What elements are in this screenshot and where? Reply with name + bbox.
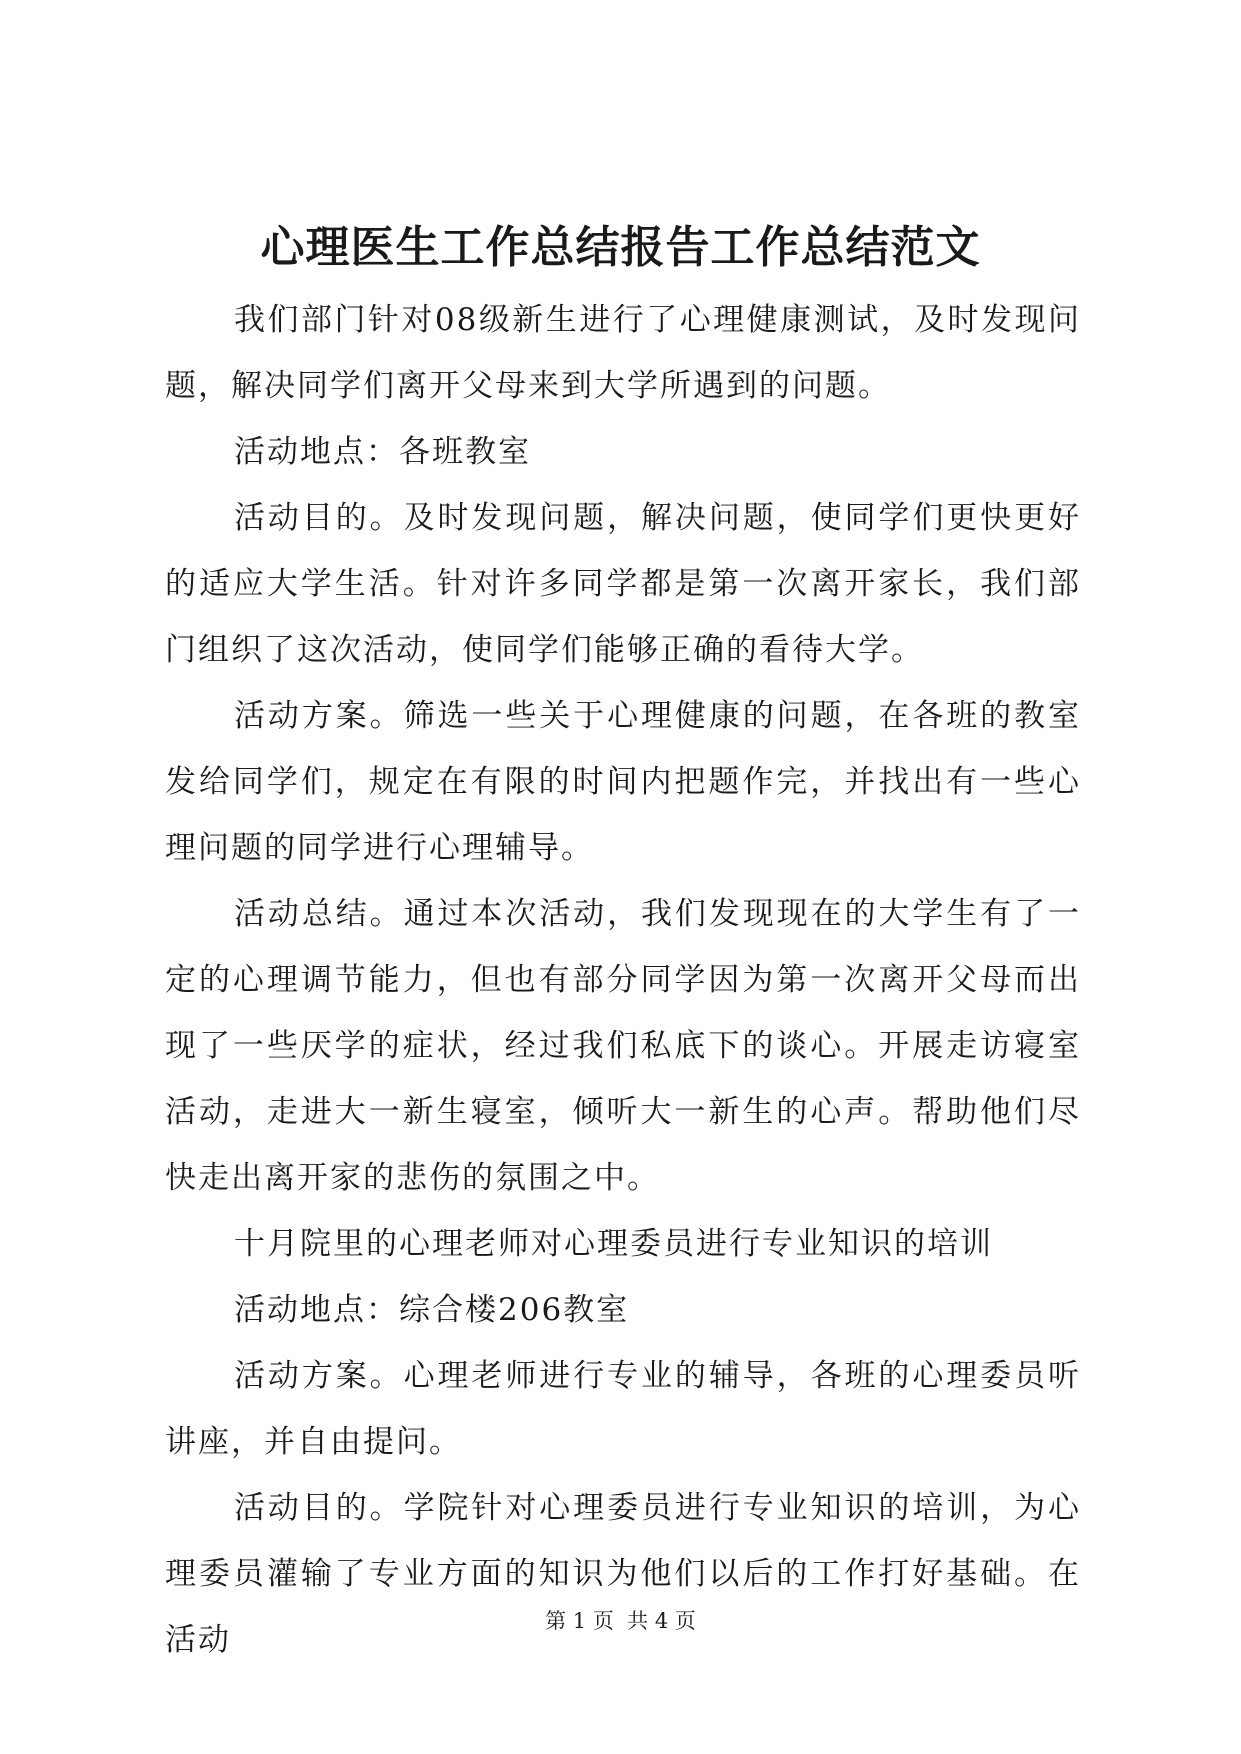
paragraph-training-heading: 十月院里的心理老师对心理委员进行专业知识的培训: [234, 1226, 993, 1262]
paragraph-intro: 我们部门针对08级新生进行了心理健康测试，及时发现问题，解决同学们离开父母来到大学所遇到的问题。: [165, 302, 1081, 404]
document-body: [165, 287, 1081, 1673]
paragraph-plan-1: 活动方案。筛选一些关于心理健康的问题，在各班的教室发给同学们，规定在有限的时间内把题作完，并找出有一些心理问题的同学进行心理辅导。: [165, 698, 1081, 866]
document-title: 心理医生工作总结报告工作总结范文: [260, 222, 981, 273]
paragraph-purpose-1: 活动目的。及时发现问题，解决问题，使同学们更快更好的适应大学生活。针对许多同学都是第一次离开家长，我们部门组织了这次活动，使同学们能够正确的看待大学。: [165, 500, 1081, 668]
paragraph-location-2: 活动地点：综合楼206教室: [234, 1292, 630, 1328]
paragraph-location-1: 活动地点：各班教室: [234, 434, 531, 470]
paragraph-plan-2: 活动方案。心理老师进行专业的辅导，各班的心理委员听讲座，并自由提问。: [165, 1358, 1081, 1460]
page-number-label: 第 1 页 共 4 页: [545, 1609, 696, 1633]
page-footer: [0, 1606, 1241, 1636]
paragraph-summary-1: 活动总结。通过本次活动，我们发现现在的大学生有了一定的心理调节能力，但也有部分同学因为第一次离开父母而出现了一些厌学的症状，经过我们私底下的谈心。开展走访寝室活动，走进大一新生寝室，倾听大一新生的心声。帮助他们尽快走出离开家的悲伤的氛围之中。: [165, 896, 1081, 1196]
paragraph-purpose-2: 活动目的。学院针对心理委员进行专业知识的培训，为心理委员灌输了专业方面的知识为他们以后的工作打好基础。在活动: [165, 1490, 1081, 1658]
